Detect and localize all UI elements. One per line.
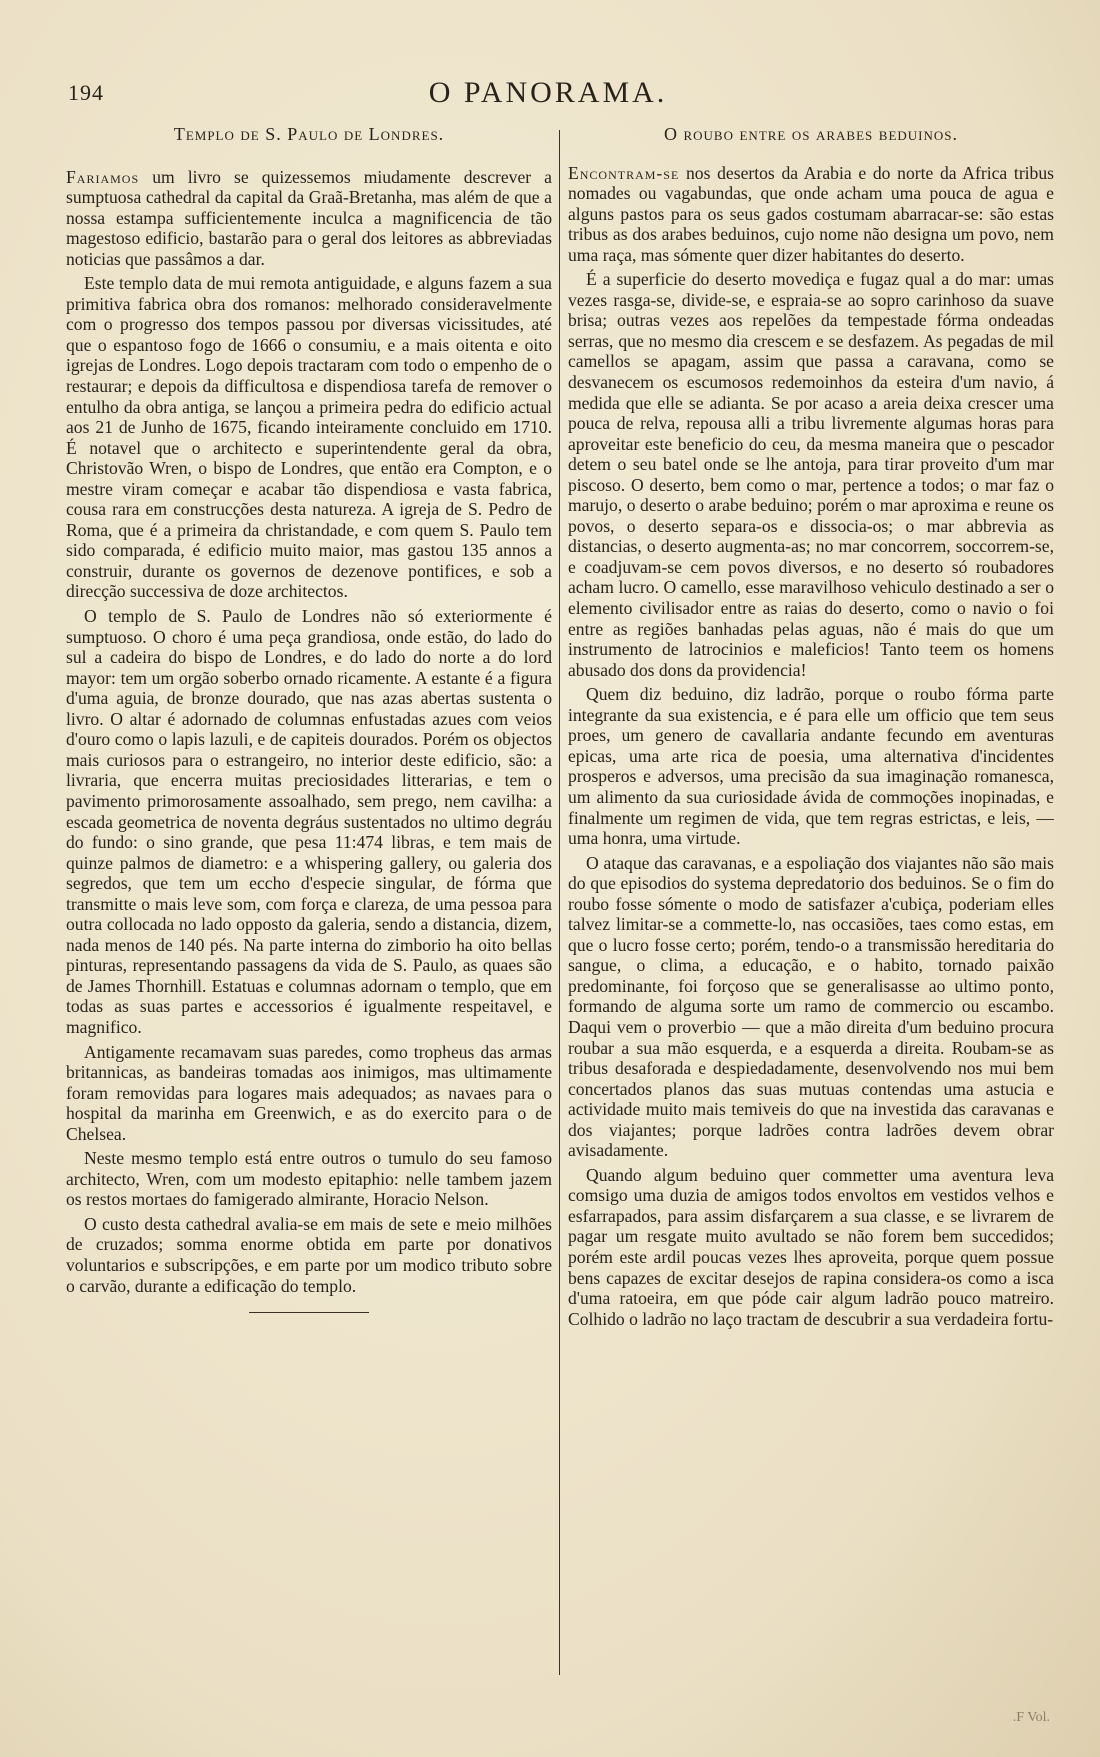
column-divider [559,130,560,1675]
right-article-title: O roubo entre os arabes beduinos. [663,124,959,144]
left-paragraph-6: O custo desta cathedral avalia-se em mais de sete e meio milhões de cruzados; somma enorme obtida em parte por donativos voluntarios e subscripções, e em parte por um modico tributo sobre o carvão, durante a edificação do templo. [66,1213,552,1296]
right-paragraph-2: É a superficie do deserto movediça e fugaz qual a do mar: umas vezes rasga-se, divide-se, e espraia-se ao sopro carinhoso da suave brisa; outras vezes aos repelões da tempestade fórma ondeadas serras, que no mesmo dia crescem e se desfazem. As pegadas de mil camellos se apagam, assim que passa a caravana, como se desvanecem os escumosos redemoinhos da esteira d'um navio, á medida que elle se adianta. Se por acaso a areia deixa crescer uma pouca de relva, repousa alli a tribu livremente algumas horas para aproveitar este beneficio do ceu, da mesma maneira que o pescador detem o seu batel onde se lhe antoja, para tirar proveito d'um mar piscoso. O deserto, bem como o mar, pertence a todos; o mar faz o marujo, o deserto o arabe beduino; porém o mar aproxima e reune os povos, o deserto separa-os e dissocia-os; o mar abbrevia as distancias, o deserto augmenta-as; no mar concorrem, soccorrem-se, e coadjuvam-se cem povos diversos, e no deserto só roubadores acham lucro. O camello, esse maravilhoso vehiculo destinado a ser o elemento civilisador entre as raias do deserto, como o navio o foi entre as regiões banhadas pelas aguas, não é mais do que um instrumento de latrocinios e maleficios! Tanto teem os homens abusado dos dons da providencia! [568,269,1054,680]
left-paragraph-1-lead: Fariamos [66,166,140,187]
right-paragraph-4: O ataque das caravanas, e a espoliação dos viajantes não são mais do que episodios do systema depredatorio dos beduinos. Se o fim do roubo fosse sómente o modo de satisfazer a'cubiça, poderiam elles talvez limitar-se a commette-lo, nas occasiões, taes como estas, em que o lucro fosse certo; porém, tendo-o a transmissão hereditaria do sangue, o clima, a educação, e o habito, tornado paixão predominante, foi forçoso que se generalisasse ao ultimo ponto, formando de alguma sorte um ramo de commercio ou escambo. Daqui vem o proverbio — que a mão direita d'um beduino procura roubar a sua mão esquerda, e a esquerda a direita. Roubam-se as tribus desaforada e despiedadamente, desenvolvendo nos mui bem concertados planos das suas mutuas contendas uma astucia e actividade muito mais temiveis do que na investida das caravanas e dos viajantes; porque ladrões contra ladrões devem obrar avisadamente. [568,852,1054,1161]
left-article-title: Templo de S. Paulo de Londres. [173,124,445,144]
left-paragraph-5: Neste mesmo templo está entre outros o tumulo do seu famoso architecto, Wren, com um modesto epitaphio: nelle tambem jazem os restos mortaes do famigerado almirante, Horacio Nelson. [66,1148,552,1210]
left-paragraph-3: O templo de S. Paulo de Londres não só exteriormente é sumptuoso. O choro é uma peça grandiosa, onde estão, do lado do sul a cadeira do bispo de Londres, e do lado do norte a do lord mayor: tem um orgão soberbo ornado ricamente. A estante é a figura d'uma aguia, de bronze dourado, que nas azas abertas sustenta o livro. O altar é adornado de columnas enfustadas azues com veios d'ouro como o lapis lazuli, e de capiteis dourados. Porém os objectos mais curiosos para o estrangeiro, no interior deste edificio, são: a livraria, que encerra muitas preciosidades litterarias, e tem o pavimento primorosamente assoalhado, sem prego, nem cavilha: a escada geometrica de noventa degráus sustentados no ultimo degráu do fundo: o sino grande, que pesa 11:474 libras, e tem mais de quinze palmos de diametro: e a whispering gallery, ou galeria dos segredos, que tem um eccho d'especie singular, de fórma que transmitte o mais leve som, com força e clareza, de uma pessoa para outra collocada no lado opposto da galeria, sendo a distancia, dizem, nada menos de 140 pés. Na parte interna do zimborio ha oito bellas pinturas, representando passagens da vida de S. Paulo, as quaes são de James Thornhill. Estatuas e columnas adornam o templo, que em todas as suas partes e accessorios é igualmente respeitavel, e magnifico. [66,606,552,1037]
right-column [568,124,1054,1333]
article-end-rule [249,1312,369,1313]
right-paragraph-3: Quem diz beduino, diz ladrão, porque o roubo fórma parte integrante da sua existencia, e é para elle um officio que tem seus proes, um genero de cavallaria andante fecundo em aventuras epicas, uma arte rica de poesia, uma alternativa d'incidentes prosperos e adversos, uma precisão da sua imaginação romanesca, um alimento da sua curiosidade ávida de commoções inopinadas, e finalmente um regimen de vida, que tem regras estrictas, e leis, — uma honra, uma virtude. [568,684,1054,849]
left-column [66,124,552,1313]
right-paragraph-1 [568,163,1054,266]
running-title: O PANORAMA. [428,76,668,109]
right-paragraph-1-lead: Encontram-se [568,162,680,183]
right-paragraph-1-text: nos desertos da Arabia e do norte da Africa tribus nomades ou vagabundas, que onde acham uma pouca de agua e alguns pastos para os seus gados costumam abarracar-se: são estas tribus as dos arabes beduinos, cujo nome não designa um povo, nem uma raça, mas sómente quer dizer habitantes do deserto. [568,162,1055,265]
left-paragraph-2: Este templo data de mui remota antiguidade, e alguns fazem a sua primitiva fabrica obra dos romanos: melhorado consideravelmente com o progresso dos tempos passou por diversas vicissitudes, até que o espantoso fogo de 1666 o consumiu, e a mais oitenta e oito igrejas de Londres. Logo depois tractaram com todo o empenho de o restaurar; e depois da difficultosa e dispendiosa tarefa de remover o entulho da obra antiga, se lançou a primeira pedra do edificio actual aos 21 de Junho de 1675, ficando inteiramente concluido em 1710. É notavel que o architecto e superintendente geral da obra, Christovão Wren, o bispo de Londres, que então era Compton, e o mestre viram começar e acabar tão dispendiosa e vasta fabrica, cousa rara em construcções desta natureza. A igreja de S. Pedro de Roma, que é a primeira da christandade, e com quem S. Paulo tem sido comparada, é edificio muito maior, mas gastou 135 annos a construir, durante os governos de dezenove pontifices, e sob a direcção successiva de doze architectos. [66,273,552,602]
page-number: 194 [68,80,104,105]
footer-mark: .F Vol. [1012,1710,1050,1725]
left-paragraph-1-text: um livro se quizessemos miudamente descrever a sumptuosa cathedral da capital da Graã-Bretanha, mas além de que a nossa estampa sufficientemente inculca a magnificencia de tão magestoso edificio, bastarão para o geral dos leitores as abbreviadas noticias que passâmos a dar. [66,166,552,269]
left-paragraph-4: Antigamente recamavam suas paredes, como tropheus das armas britannicas, as bandeiras tomadas aos inimigos, mas ultimamente foram removidas para logares mais adequados; as navaes para o hospital da marinha em Greenwich, e as do exercito para o de Chelsea. [66,1041,552,1144]
page-header [68,72,1028,112]
left-paragraph-1 [66,167,552,270]
right-paragraph-5: Quando algum beduino quer commetter uma aventura leva comsigo uma duzia de amigos todos envoltos em vestidos velhos e esfarrapados, para assim disfarçarem a sua classe, e se livrarem de pagar um resgate muito avultado se não forem bem succedidos; porém este ardil poucas vezes lhes aproveita, porque quem possue bens capazes de excitar desejos de rapina considera-os como a isca d'uma ratoeira, em que póde cair algum ladrão pouco matreiro. Colhido o ladrão no laço tractam de descubrir a sua verdadeira fortu- [568,1164,1054,1329]
